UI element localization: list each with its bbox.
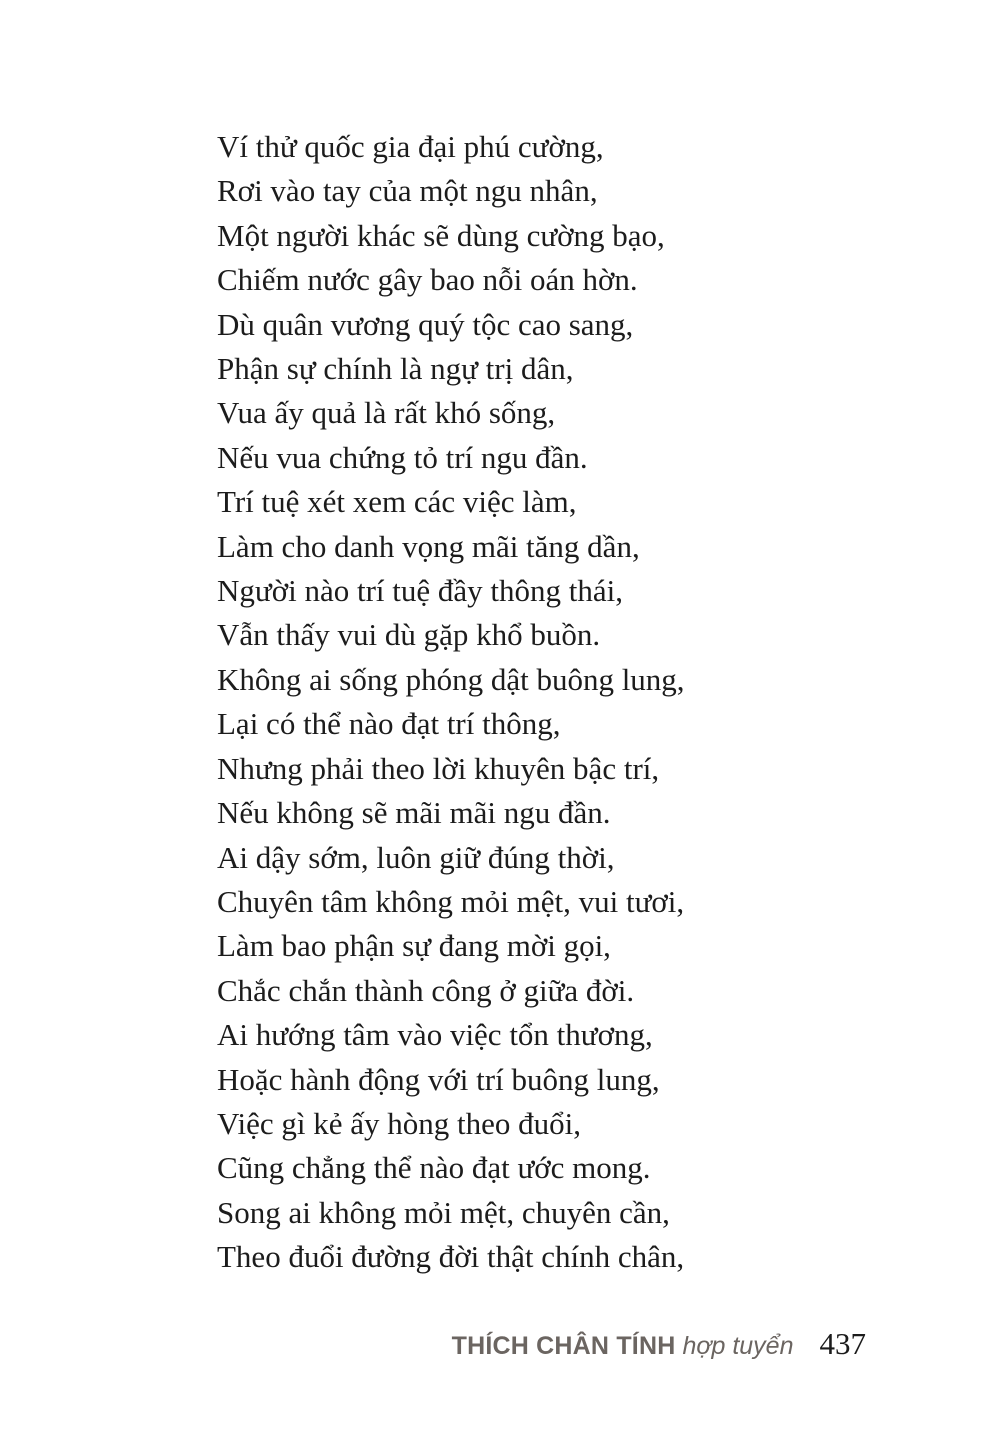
poem-line: Nhưng phải theo lời khuyên bậc trí,	[217, 750, 660, 786]
page-number: 437	[819, 1326, 866, 1361]
footer-author: THÍCH CHÂN TÍNH	[451, 1332, 676, 1360]
poem-line: Chiếm nước gây bao nỗi oán hờn.	[217, 262, 638, 298]
poem-line: Làm bao phận sự đang mời gọi,	[217, 928, 611, 964]
poem-line: Chắc chắn thành công ở giữa đời.	[217, 972, 635, 1008]
poem-line: Người nào trí tuệ đầy thông thái,	[217, 573, 623, 609]
poem-line: Ai hướng tâm vào việc tổn thương,	[217, 1017, 653, 1053]
poem-line: Lại có thể nào đạt trí thông,	[217, 706, 561, 742]
poem-line: Phận sự chính là ngự trị dân,	[217, 351, 574, 387]
poem-line: Rơi vào tay của một ngu nhân,	[217, 173, 598, 209]
poem-line: Vẫn thấy vui dù gặp khổ buồn.	[217, 617, 601, 653]
poem-line: Song ai không mỏi mệt, chuyên cần,	[217, 1194, 670, 1230]
poem-line: Dù quân vương quý tộc cao sang,	[217, 306, 634, 342]
poem-line: Cũng chẳng thể nào đạt ước mong.	[217, 1150, 651, 1186]
poem-line: Một người khác sẽ dùng cường bạo,	[217, 217, 665, 253]
poem-line: Theo đuổi đường đời thật chính chân,	[217, 1239, 685, 1275]
poem-line: Làm cho danh vọng mãi tăng dần,	[217, 528, 640, 564]
poem-line: Ví thử quốc gia đại phú cường,	[217, 129, 604, 164]
poem-line: Nếu không sẽ mãi mãi ngu đần.	[217, 795, 611, 831]
poem-line: Ai dậy sớm, luôn giữ đúng thời,	[217, 839, 615, 875]
footer-subtitle: hợp tuyển	[682, 1332, 794, 1360]
page-footer	[452, 1326, 866, 1370]
poem-line: Vua ấy quả là rất khó sống,	[217, 395, 556, 431]
poem-line: Việc gì kẻ ấy hòng theo đuổi,	[217, 1105, 582, 1141]
poem-line: Trí tuệ xét xem các việc làm,	[217, 484, 577, 520]
poem-line: Chuyên tâm không mỏi mệt, vui tươi,	[217, 883, 685, 919]
poem-line: Không ai sống phóng dật buông lung,	[217, 661, 685, 697]
poem-line: Hoặc hành động với trí buông lung,	[217, 1061, 660, 1097]
poem-text	[217, 125, 685, 1280]
poem-line: Nếu vua chứng tỏ trí ngu đần.	[217, 439, 588, 475]
